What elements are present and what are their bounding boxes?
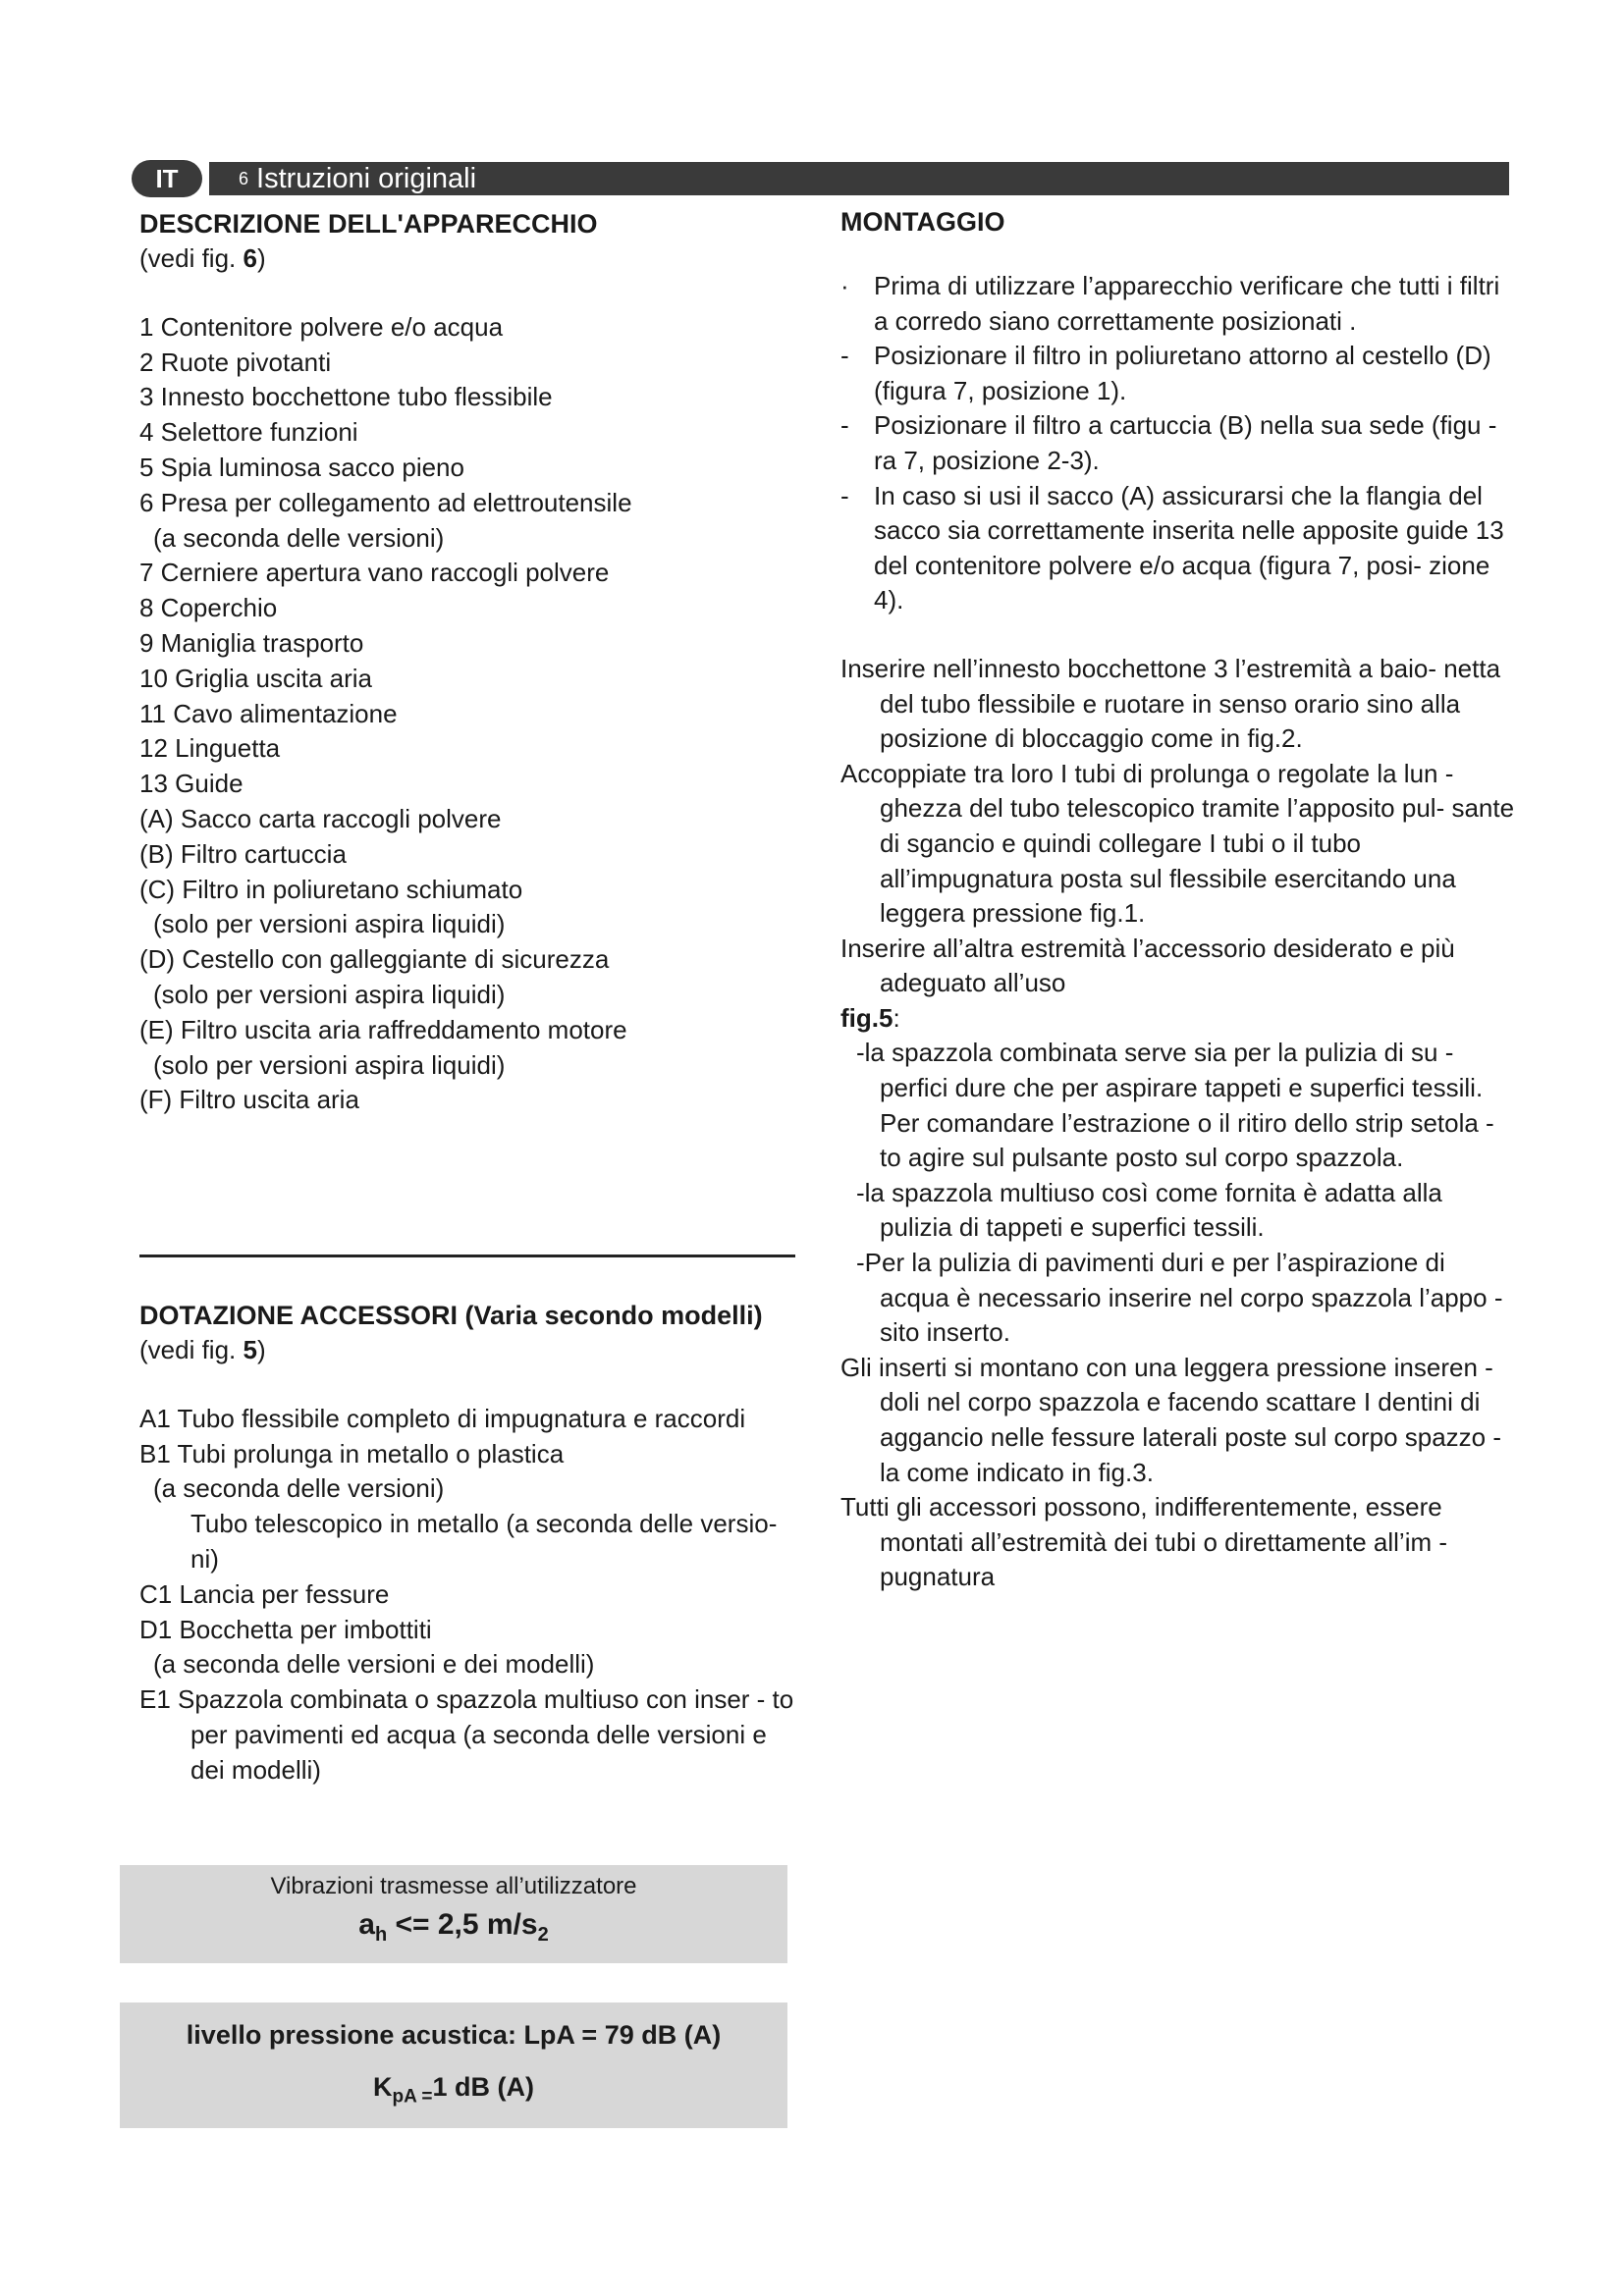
list-item: 9 Maniglia trasporto — [139, 627, 364, 658]
list-item: (C) Filtro in poliuretano schiumato — [139, 874, 523, 904]
list-item: (a seconda delle versioni e dei modelli) — [153, 1649, 595, 1680]
list-item: (A) Sacco carta raccogli polvere — [139, 803, 502, 833]
paragraph: -la spazzola combinata serve sia per la pulizia di su - perfici dure che per aspirare tappeti e superfici tessili. Per comandare l’estrazione o il ritiro dello strip setola - to agire sul pulsante posto sul corpo spazzola. — [856, 1038, 1494, 1173]
descrizione-list — [139, 310, 797, 1118]
list-item: B1 Tubi prolunga in metallo o plastica — [139, 1438, 565, 1468]
list-item: 1 Contenitore polvere e/o acqua — [139, 311, 504, 342]
bullet-mark: - — [840, 410, 849, 441]
bullet-mark: · — [840, 271, 849, 300]
section-divider — [139, 1255, 795, 1257]
list-item: (solo per versioni aspira liquidi) — [153, 909, 506, 939]
k-sub: pA = — [392, 2086, 433, 2108]
ref-fig: 5 — [243, 1335, 257, 1364]
list-item — [840, 269, 1518, 339]
acustica-line1: livello pressione acustica: LpA = 79 dB (A) — [186, 2020, 722, 2050]
value-sub: h — [374, 1924, 388, 1946]
bullet-mark: - — [840, 341, 849, 371]
list-item: (a seconda delle versioni) — [153, 522, 445, 553]
fig5-label — [840, 1001, 1518, 1037]
dotazione-section — [139, 1298, 797, 1789]
list-item — [840, 408, 1518, 478]
paragraph: Tutti gli accessori possono, indifferentemente, essere montati all’estremità dei tubi o direttamente all’im - pugnatura — [840, 1492, 1448, 1592]
paragraph: Gli inserti si montano con una leggera pressione inseren - doli nel corpo spazzola e facendo scattare I dentini di aggancio nelle fessure laterali poste sul corpo spazzo - la come indicato in fig.3. — [840, 1352, 1502, 1487]
bullet-text: In caso si usi il sacco (A) assicurarsi che la flangia del sacco sia correttamente inserita nelle apposite guide 13 del contenitore polvere e/o acqua (figura 7, posi- zione 4). — [874, 480, 1504, 615]
fig5-colon: : — [893, 1002, 900, 1033]
list-item: 3 Innesto bocchettone tubo flessibile — [139, 382, 553, 412]
paragraph: Inserire all’altra estremità l’accessorio desiderato e più adeguato all’uso — [840, 933, 1455, 998]
ref-suffix: ) — [256, 1335, 266, 1364]
list-item: E1 Spazzola combinata o spazzola multiuso con inser - to per pavimenti ed acqua (a seconda delle versioni e dei modelli) — [139, 1684, 794, 1785]
list-item: (F) Filtro uscita aria — [139, 1085, 359, 1115]
ref-prefix: (vedi fig. — [139, 243, 244, 273]
list-item: (solo per versioni aspira liquidi) — [153, 979, 506, 1009]
list-item: 11 Cavo alimentazione — [139, 698, 398, 728]
ref-suffix: ) — [256, 243, 266, 273]
list-item: (D) Cestello con galleggiante di sicurezza — [139, 944, 610, 975]
list-item: 12 Linguetta — [139, 733, 281, 764]
bullet-text: Prima di utilizzare l’apparecchio verificare che tutti i filtri a corredo siano correttamente posizionati . — [874, 271, 1500, 336]
header-bar — [209, 162, 1509, 195]
list-item: 2 Ruote pivotanti — [139, 347, 332, 377]
list-item: 4 Selettore funzioni — [139, 417, 358, 448]
acustica-box — [120, 2002, 787, 2128]
bullet-mark: - — [840, 480, 849, 510]
descrizione-heading: DESCRIZIONE DELL'APPARECCHIO — [139, 209, 598, 239]
acustica-k — [120, 2072, 787, 2108]
list-item — [840, 479, 1518, 618]
descrizione-section — [139, 206, 797, 1118]
dotazione-list — [139, 1402, 797, 1789]
montaggio-paragraphs — [840, 652, 1518, 1595]
dotazione-heading: DOTAZIONE ACCESSORI (Varia secondo modelli) — [139, 1301, 763, 1330]
list-item: 6 Presa per collegamento ad elettroutensile — [139, 487, 632, 517]
ref-fig: 6 — [243, 243, 257, 273]
bullet-text: Posizionare il filtro in poliuretano attorno al cestello (D) (figura 7, posizione 1). — [874, 341, 1491, 405]
list-item: (solo per versioni aspira liquidi) — [153, 1049, 506, 1080]
list-item — [840, 339, 1518, 408]
list-item: 5 Spia luminosa sacco pieno — [139, 452, 464, 482]
bullet-text: Posizionare il filtro a cartuccia (B) nella sua sede (figu - ra 7, posizione 2-3). — [874, 410, 1497, 475]
list-item: (E) Filtro uscita aria raffreddamento motore — [139, 1014, 627, 1044]
value-a: a — [358, 1908, 375, 1941]
value-sub2: 2 — [537, 1924, 549, 1946]
montaggio-section — [840, 204, 1518, 1595]
value-rest: <= 2,5 m/s — [387, 1908, 538, 1941]
page-title: Istruzioni originali — [256, 162, 477, 194]
montaggio-bullets — [840, 269, 1518, 618]
list-item: 13 Guide — [139, 769, 244, 799]
list-item: A1 Tubo flessibile completo di impugnatura e raccordi — [139, 1403, 746, 1433]
ref-prefix: (vedi fig. — [139, 1335, 244, 1364]
list-item: (B) Filtro cartuccia — [139, 838, 347, 869]
list-item: (a seconda delle versioni) — [153, 1473, 445, 1504]
k-label: K — [373, 2072, 393, 2102]
list-item: C1 Lancia per fessure — [139, 1578, 390, 1609]
list-item: 8 Coperchio — [139, 593, 278, 623]
vibrazioni-box — [120, 1865, 787, 1963]
k-rest: 1 dB (A) — [432, 2072, 534, 2102]
language-badge: IT — [132, 160, 202, 197]
paragraph: Inserire nell’innesto bocchettone 3 l’estremità a baio- netta del tubo flessibile e ruotare in senso orario sino alla posizione di bloccaggio come in fig.2. — [840, 653, 1501, 754]
montaggio-heading: MONTAGGIO — [840, 207, 1005, 237]
vibrazioni-value — [120, 1908, 787, 1947]
vibrazioni-label: Vibrazioni trasmesse all’utilizzatore — [270, 1873, 637, 1899]
list-item: 10 Griglia uscita aria — [139, 663, 372, 693]
dotazione-ref — [139, 1333, 797, 1368]
paragraph: -Per la pulizia di pavimenti duri e per l’aspirazione di acqua è necessario inserire nel corpo spazzola l’appo - sito inserto. — [856, 1248, 1503, 1348]
page-number: 6 — [239, 168, 249, 188]
paragraph: Accoppiate tra loro I tubi di prolunga o regolate la lun - ghezza del tubo telescopico tramite l’apposito pul- sante di sgancio e quindi collegare I tubi o il tubo all’impugnatura posta sul flessibile esercitando una leggera pressione fig.1. — [840, 758, 1515, 929]
list-item: 7 Cerniere apertura vano raccogli polvere — [139, 558, 610, 588]
list-item: D1 Bocchetta per imbottiti — [139, 1614, 432, 1644]
paragraph: -la spazzola multiuso così come fornita è adatta alla pulizia di tappeti e superfici tessili. — [856, 1177, 1442, 1243]
descrizione-ref — [139, 241, 797, 277]
list-item: Tubo telescopico in metallo (a seconda delle versio-ni) — [190, 1509, 778, 1574]
fig5-text: fig.5 — [840, 1002, 893, 1033]
